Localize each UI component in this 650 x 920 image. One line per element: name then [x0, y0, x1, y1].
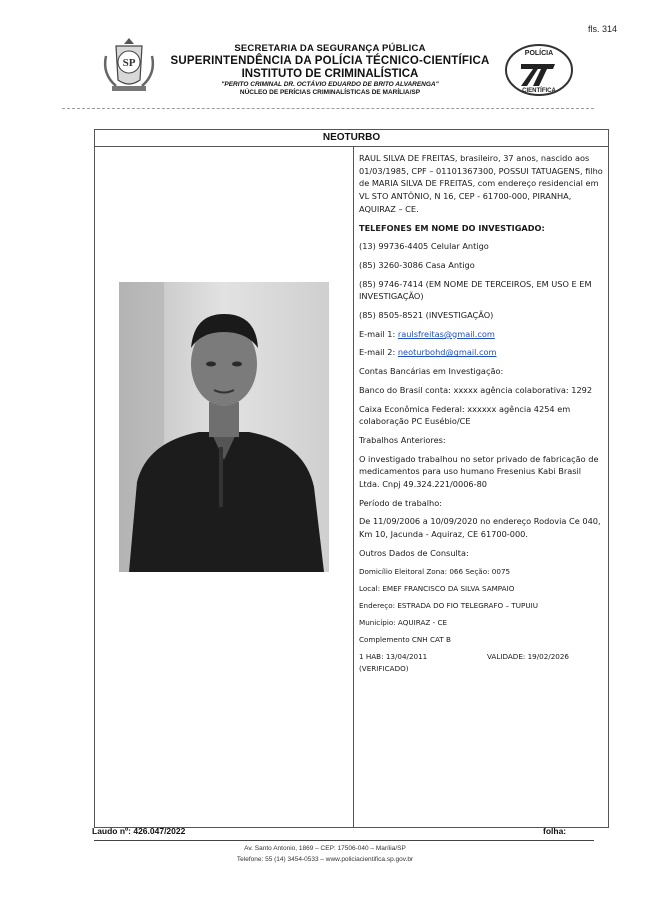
- footer-phone: Telefone: 55 (14) 3454-0533 – www.policiacientifica.sp.gov.br: [236, 856, 414, 863]
- email-1-row: [359, 328, 603, 341]
- email-1-label: E-mail 1:: [359, 328, 396, 339]
- header-nucleo: NÚCLEO DE PERÍCIAS CRIMINALÍSTICAS DE MARÍLIA/SP: [239, 88, 421, 96]
- phone-3: (85) 9746-7414 (EM NOME DE TERCEIROS, EM USO E EM INVESTIGAÇÃO): [359, 278, 592, 302]
- period-text: De 11/09/2006 a 10/09/2020 no endereço Rodovia Ce 040, Km 10, Jacunda - Aquiraz, CE 61700-000.: [359, 516, 601, 540]
- header-superintendencia: SUPERINTENDÊNCIA DA POLÍCIA TÉCNICO-CIENTÍFICA: [170, 54, 490, 67]
- column-divider: [353, 146, 354, 827]
- institution-header: [160, 44, 500, 96]
- phone-4: (85) 8505-8521 (INVESTIGAÇÃO): [359, 310, 494, 321]
- email-2-label: E-mail 2:: [359, 347, 396, 358]
- voter-info: Domicílio Eleitoral Zona: 066 Seção: 0075: [359, 566, 511, 576]
- voting-address: Endereço: ESTRADA DO FIO TELEGRAFO – TUPUIU: [359, 600, 538, 610]
- header-secretaria: SECRETARIA DA SEGURANÇA PÚBLICA: [234, 43, 426, 54]
- bank-1-label: Banco do Brasil conta:: [359, 384, 451, 395]
- phone-1: (13) 99736-4405 Celular Antigo: [359, 241, 489, 252]
- bank-2-value: xxxxxx agência 4254 em colaboração PC Eusébio/CE: [359, 403, 571, 427]
- seal-sp-text: SP: [122, 57, 136, 69]
- suspect-info: [359, 152, 603, 674]
- logo-bottom-text: CIENTÍFICA: [522, 88, 556, 94]
- email-1-link[interactable]: raulsfreitas@gmail.com: [397, 328, 495, 339]
- phones-title: TELEFONES EM NOME DO INVESTIGADO:: [359, 222, 545, 233]
- header-instituto: INSTITUTO DE CRIMINALÍSTICA: [241, 68, 419, 81]
- footer-line: [94, 840, 594, 841]
- logo-top-text: POLÍCIA: [524, 50, 554, 57]
- page-reference: fls. 314: [588, 24, 618, 34]
- license-hab: 1 HAB: 13/04/2011: [359, 652, 428, 662]
- period-title: Período de trabalho:: [359, 497, 443, 508]
- license-verified: (VERIFICADO): [359, 663, 409, 673]
- phone-2: (85) 3260-3086 Casa Antigo: [359, 259, 475, 270]
- header-perito: "PERITO CRIMINAL DR. OCTÁVIO EDUARDO DE BRITO ALVARENGA": [221, 81, 439, 89]
- cnh-info: Complemento CNH CAT B: [359, 635, 451, 645]
- email-2-row: [359, 346, 603, 359]
- voting-city: Município: AQUIRAZ - CE: [359, 618, 448, 628]
- license-validity: VALIDADE: 19/02/2026: [486, 652, 569, 662]
- other-title: Outros Dados de Consulta:: [359, 547, 469, 558]
- record-title: NEOTURBO: [95, 130, 608, 147]
- bank-2: [359, 403, 603, 428]
- header-divider: [62, 108, 594, 109]
- bank-title: Contas Bancárias em Investigação:: [359, 366, 504, 377]
- voting-local: Local: EMEF FRANCISCO DA SILVA SAMPAIO: [359, 583, 515, 593]
- suspect-photo: [119, 282, 329, 572]
- identity-text: RAUL SILVA DE FREITAS, brasileiro, 37 anos, nascido aos 01/03/1985, CPF – 01101367300, POSSUI TATUAGENS, filho de MARIA SILVA DE FREITAS, com endereço residencial em VL STO ANTÔNIO, N 16, CEP - 61700-000, PIRANHA, AQUIRAZ – CE.: [359, 153, 603, 214]
- bank-1-value: xxxxx agência colaborativa: 1292: [453, 384, 593, 395]
- footer-address: Av. Santo Antonio, 1869 – CEP: 17506-040 – Marília/SP: [244, 845, 406, 852]
- email-2-link[interactable]: neoturbohd@gmail.com: [397, 347, 497, 358]
- jobs-title: Trabalhos Anteriores:: [359, 434, 446, 445]
- bank-1: [359, 384, 603, 397]
- sp-state-seal: [100, 36, 158, 94]
- folha-label: folha:: [543, 826, 567, 836]
- jobs-text: O investigado trabalhou no setor privado de fabricação de medicamentos para uso humano Fresenius Kabi Brasil Ltda. Cnpj 49.324.221/0006-80: [359, 453, 599, 490]
- policia-cientifica-logo: [503, 42, 575, 98]
- license-row: [359, 651, 569, 662]
- laudo-number: Laudo nº: 426.047/2022: [92, 826, 186, 836]
- bank-2-label: Caixa Econômica Federal:: [359, 403, 465, 414]
